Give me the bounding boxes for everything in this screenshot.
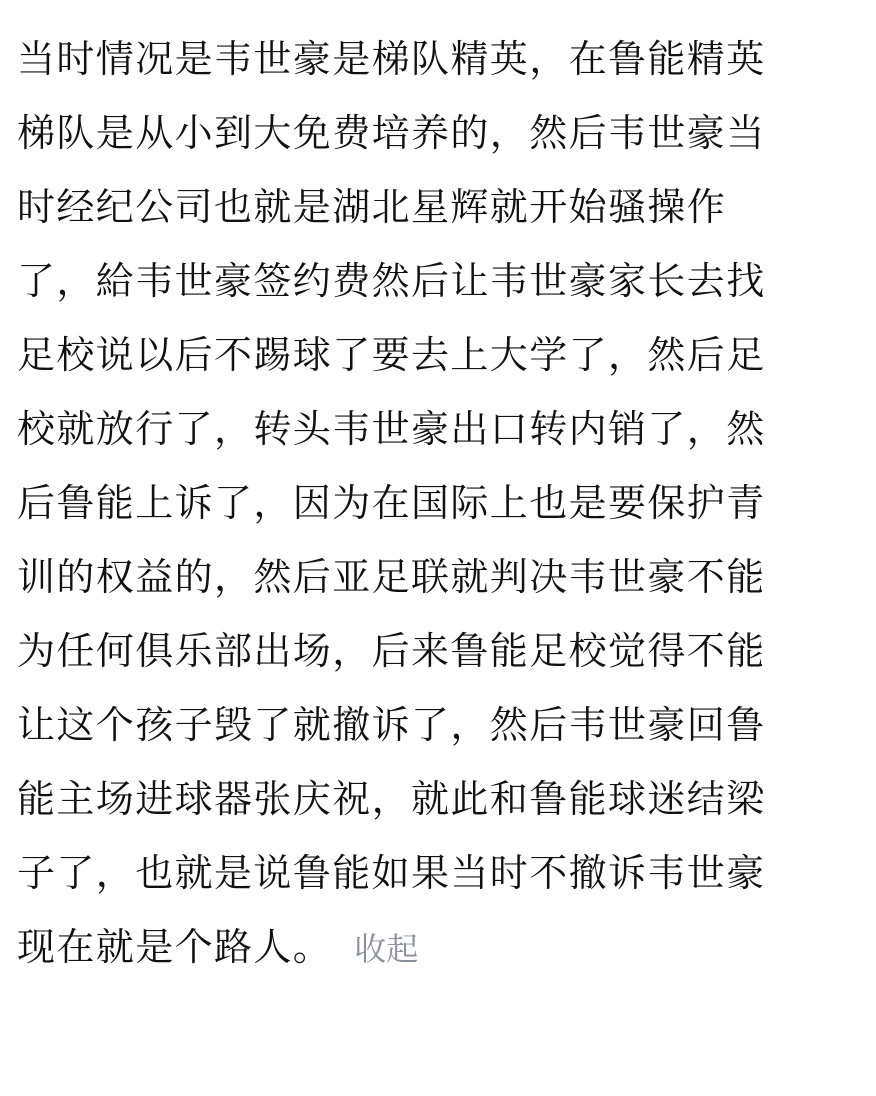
comment-line: 了，給韦世豪签约费然后让韦世豪家长去找 <box>17 259 766 303</box>
comment-body <box>17 22 862 984</box>
comment-line: 能主场进球器张庆祝，就此和鲁能球迷结梁 <box>17 777 766 821</box>
comment-line: 梯队是从小到大免费培养的，然后韦世豪当 <box>17 111 766 155</box>
comment-line: 子了，也就是说鲁能如果当时不撤诉韦世豪 <box>17 851 766 895</box>
comment-last-line <box>17 910 862 984</box>
comment-line: 校就放行了，转头韦世豪出口转内销了，然 <box>17 407 766 451</box>
comment-line: 足校说以后不踢球了要去上大学了，然后足 <box>17 333 766 377</box>
comment-line-text: 现在就是个路人。 <box>17 925 333 969</box>
comment-line: 为任何俱乐部出场，后来鲁能足校觉得不能 <box>17 629 766 673</box>
comment-line: 让这个孩子毁了就撤诉了，然后韦世豪回鲁 <box>17 703 766 747</box>
collapse-button[interactable]: 收起 <box>354 930 419 968</box>
comment-line: 训的权益的，然后亚足联就判决韦世豪不能 <box>17 555 766 599</box>
comment-line: 时经纪公司也就是湖北星辉就开始骚操作 <box>17 185 727 229</box>
comment-line: 后鲁能上诉了，因为在国际上也是要保护青 <box>17 481 766 525</box>
comment-line: 当时情况是韦世豪是梯队精英，在鲁能精英 <box>17 37 766 81</box>
